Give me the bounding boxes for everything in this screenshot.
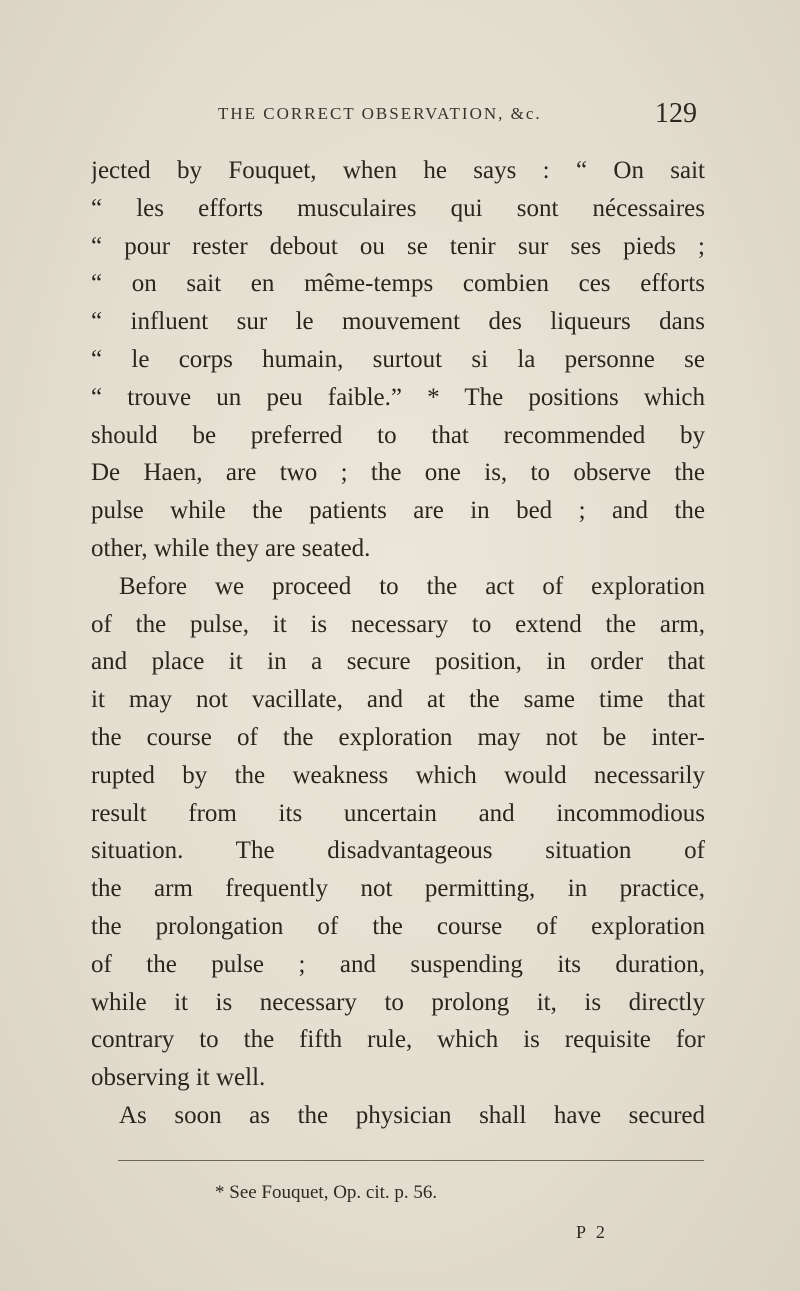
text-line: the prolongation of the course of exploration — [91, 912, 705, 940]
text-line: while it is necessary to prolong it, is directly — [91, 988, 705, 1016]
text-line: of the pulse ; and suspending its duration, — [91, 950, 705, 978]
text-line: Before we proceed to the act of exploration — [119, 572, 705, 600]
footnote: * See Fouquet, Op. cit. p. 56. — [215, 1182, 438, 1203]
body-text — [91, 152, 705, 1135]
text-line: rupted by the weakness which would necessarily — [91, 761, 705, 789]
text-line: the course of the exploration may not be inter- — [91, 723, 705, 751]
text-line: “ trouve un peu faible.” * The positions which — [91, 383, 705, 411]
text-line: the arm frequently not permitting, in practice, — [91, 875, 705, 903]
running-head — [0, 98, 800, 138]
text-line: result from its uncertain and incommodious — [91, 799, 705, 827]
text-line: “ pour rester debout ou se tenir sur ses pieds ; — [91, 232, 705, 260]
text-line: jected by Fouquet, when he says : “ On sait — [91, 157, 705, 184]
text-line: pulse while the patients are in bed ; and the — [91, 497, 705, 525]
text-line: it may not vacillate, and at the same time that — [91, 686, 705, 714]
text-line: contrary to the fifth rule, which is requisite for — [91, 1026, 705, 1054]
text-line: observing it well. — [91, 1064, 266, 1092]
text-line: situation. The disadvantageous situation of — [91, 837, 705, 865]
text-line: As soon as the physician shall have secured — [119, 1101, 705, 1129]
text-line: and place it in a secure position, in order that — [91, 648, 705, 676]
signature-mark: P 2 — [576, 1222, 608, 1242]
text-line: “ on sait en même-temps combien ces efforts — [91, 270, 705, 298]
text-line: “ les efforts musculaires qui sont nécessaires — [91, 194, 705, 222]
text-line: De Haen, are two ; the one is, to observe the — [91, 459, 705, 487]
text-line: of the pulse, it is necessary to extend the arm, — [91, 610, 705, 638]
text-line: other, while they are seated. — [91, 534, 371, 562]
running-title: THE CORRECT OBSERVATION, &c. — [218, 104, 542, 123]
footnote-divider — [118, 1160, 704, 1161]
text-line: “ le corps humain, surtout si la personne se — [91, 345, 705, 373]
text-line: should be preferred to that recommended by — [91, 421, 705, 449]
page-number: 129 — [655, 98, 697, 129]
text-line: “ influent sur le mouvement des liqueurs dans — [91, 308, 705, 336]
